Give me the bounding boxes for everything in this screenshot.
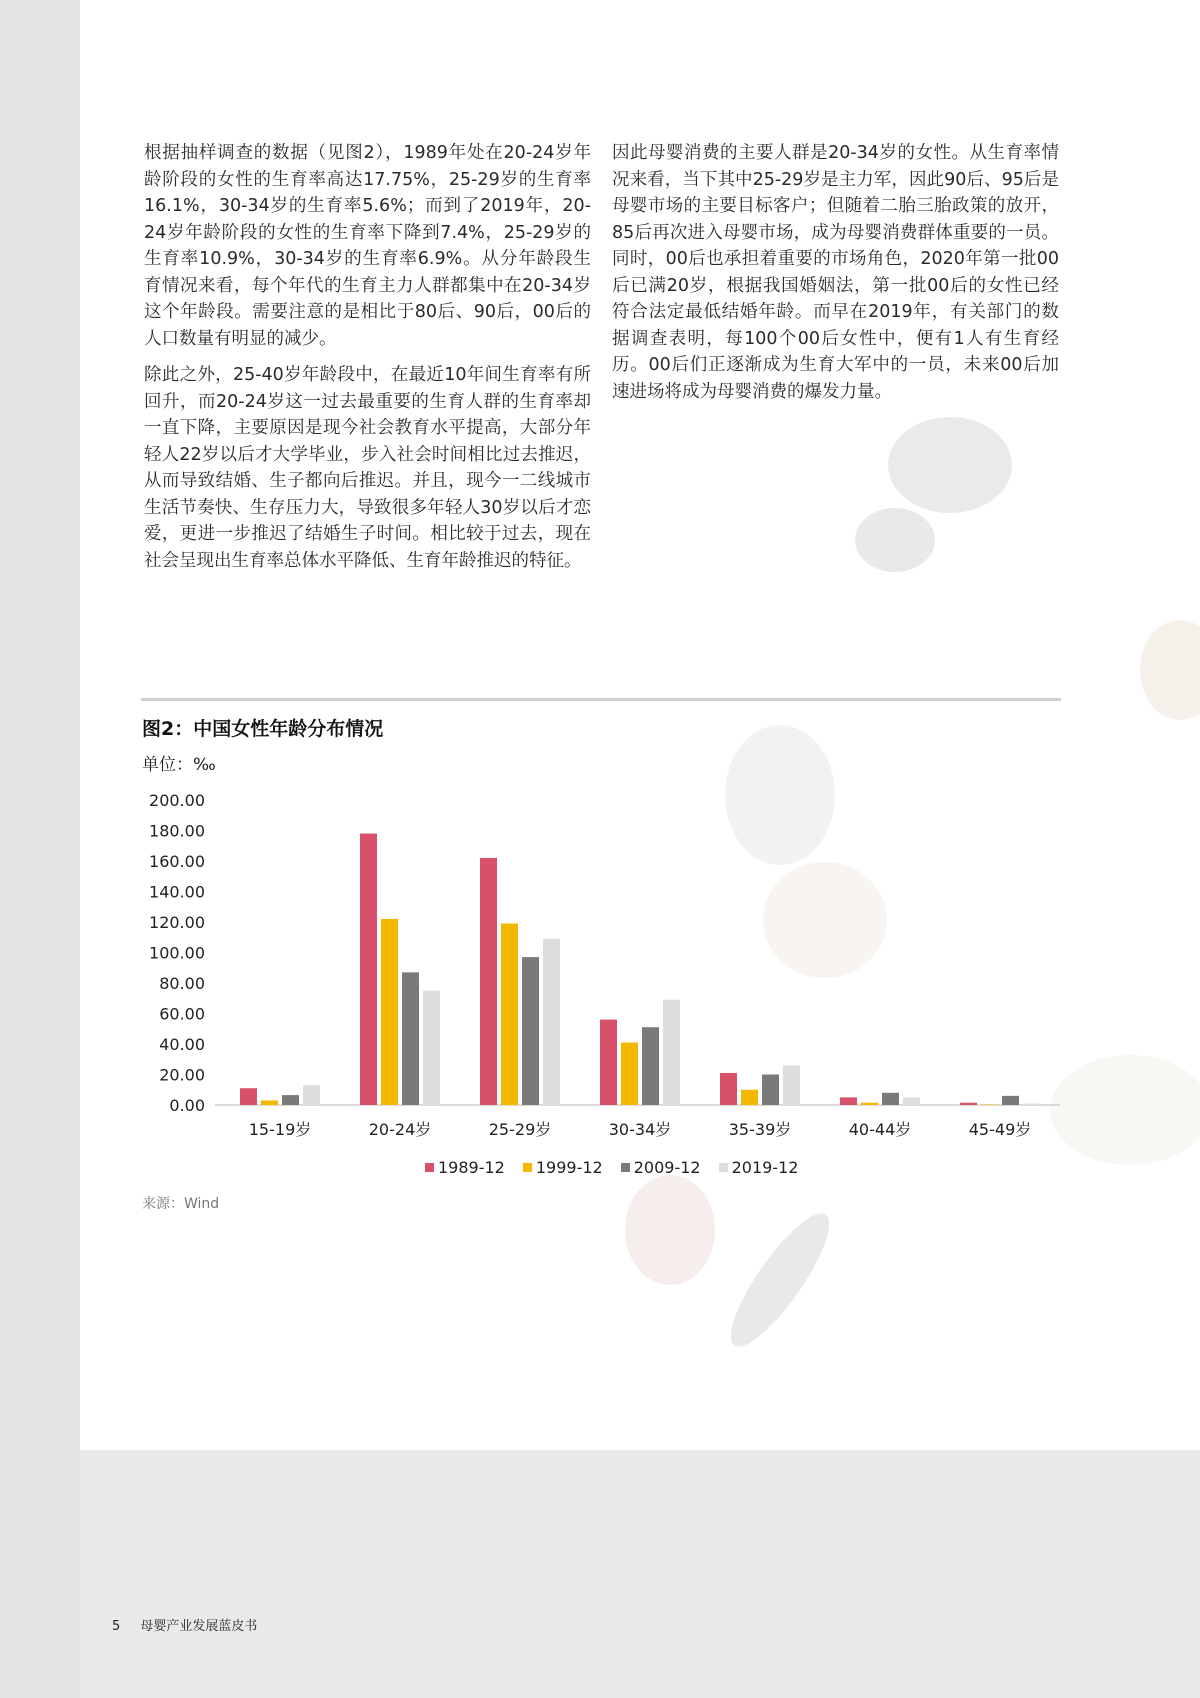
bar-2009-12 (762, 1075, 779, 1106)
x-tick-label: 15-19岁 (248, 1120, 312, 1139)
legend-label: 2019-12 (731, 1158, 799, 1177)
y-tick-label: 120.00 (149, 913, 205, 932)
bar-2009-12 (282, 1095, 299, 1105)
legend-swatch (425, 1163, 434, 1172)
page-number: 5 (112, 1619, 121, 1634)
y-tick-label: 20.00 (159, 1065, 205, 1085)
text-column-right (612, 140, 1059, 415)
y-tick-label: 140.00 (149, 882, 205, 902)
y-tick-label: 100.00 (149, 943, 205, 963)
text-column-left (144, 140, 591, 584)
x-tick-label: 35-39岁 (728, 1120, 792, 1139)
bar-2019-12 (903, 1097, 920, 1105)
y-tick-label: 160.00 (149, 852, 205, 871)
bar-2009-12 (642, 1027, 659, 1105)
bar-1999-12 (741, 1090, 758, 1105)
section-divider (141, 698, 1061, 701)
y-tick-label: 0.00 (169, 1096, 205, 1115)
background-strip (0, 0, 80, 1698)
bar-2009-12 (882, 1093, 899, 1105)
bar-1999-12 (261, 1100, 278, 1105)
legend-label: 1999-12 (535, 1158, 603, 1177)
bar-1999-12 (501, 924, 518, 1105)
legend-swatch (719, 1163, 728, 1172)
bar-2009-12 (522, 957, 539, 1105)
x-tick-label: 25-29岁 (488, 1120, 552, 1139)
bar-2019-12 (1023, 1103, 1040, 1105)
paragraph: 除此之外，25-40岁年龄段中，在最近10年间生育率有所回升，而20-24岁这一过去最重要的生育人群的生育率却一直下降，主要原因是现今社会教育水平提高，大部分年轻人22岁以后才大学毕业，步入社会时间相比过去推迟，从而导致结婚、生子都向后推迟。并且，现今一二线城市生活节奏快、生存压力大，导致很多年轻人30岁以后才恋爱，更进一步推迟了结婚生子时间。相比较于过去，现在社会呈现出生育率总体水平降低、生育年龄推迟的特征。 (144, 365, 591, 571)
figure-unit: 单位：‰ (142, 755, 216, 775)
bar-1999-12 (621, 1042, 638, 1105)
legend-label: 2009-12 (633, 1158, 701, 1177)
bar-1989-12 (600, 1020, 617, 1105)
bar-2019-12 (663, 1000, 680, 1105)
paragraph: 因此母婴消费的主要人群是20-34岁的女性。从生育率情况来看，当下其中25-29岁是主力军，因此90后、95后是母婴市场的主要目标客户；但随着二胎三胎政策的放开，85后再次进入母婴市场，成为母婴消费群体重要的一员。同时，00后也承担着重要的市场角色，2020年第一批00后已满20岁，根据我国婚姻法，第一批00后的女性已经符合法定最低结婚年龄。而早在2019年，有关部门的数据调查表明，每100个00后女性中，便有1人有生育经历。00后们正逐渐成为生育大军中的一员，未来00后加速进场将成为母婴消费的爆发力量。 (612, 143, 1059, 402)
figure-title: 图2：中国女性年龄分布情况 (142, 718, 384, 740)
bar-1989-12 (240, 1088, 257, 1105)
doc-title: 母婴产业发展蓝皮书 (140, 1619, 258, 1634)
bar-2019-12 (303, 1085, 320, 1105)
bar-2009-12 (402, 972, 419, 1105)
bar-2009-12 (1002, 1096, 1019, 1105)
bar-2019-12 (423, 991, 440, 1105)
legend-swatch (621, 1163, 630, 1172)
y-tick-label: 180.00 (149, 821, 205, 841)
bar-chart (140, 780, 1070, 1150)
x-tick-label: 45-49岁 (968, 1120, 1032, 1139)
y-tick-label: 80.00 (159, 974, 205, 993)
legend-item (425, 1158, 505, 1177)
x-tick-label: 40-44岁 (848, 1120, 912, 1139)
legend-item (523, 1158, 603, 1177)
x-tick-label: 20-24岁 (368, 1120, 432, 1139)
x-tick-label: 30-34岁 (608, 1120, 672, 1139)
bar-1989-12 (960, 1103, 977, 1105)
page-footer (112, 1615, 273, 1634)
bar-1989-12 (840, 1097, 857, 1105)
legend-swatch (523, 1163, 532, 1172)
bar-2019-12 (543, 939, 560, 1105)
bar-2019-12 (783, 1065, 800, 1105)
y-tick-label: 200.00 (149, 791, 205, 810)
chart-legend (425, 1158, 798, 1177)
bar-1989-12 (720, 1073, 737, 1105)
legend-label: 1989-12 (438, 1158, 505, 1177)
figure-source: 来源：Wind (142, 1196, 220, 1212)
bar-1999-12 (381, 919, 398, 1105)
bar-1999-12 (861, 1103, 878, 1105)
paragraph: 根据抽样调查的数据（见图2），1989年处在20-24岁年龄阶段的女性的生育率高达17.75%，25-29岁的生育率16.1%，30-34岁的生育率5.6%；而到了2019年，20-24岁年龄阶段的女性的生育率下降到7.4%，25-29岁的生育率10.9%，30-34岁的生育率6.9%。从分年龄段生育情况来看，每个年代的生育主力人群都集中在20-34岁这个年龄段。需要注意的是相比于80后、90后，00后的人口数量有明显的减少。 (144, 143, 591, 349)
bar-1989-12 (480, 858, 497, 1105)
legend-item (719, 1158, 799, 1177)
bar-1989-12 (360, 834, 377, 1105)
y-tick-label: 40.00 (159, 1035, 205, 1054)
legend-item (621, 1158, 701, 1177)
y-tick-label: 60.00 (159, 1004, 205, 1024)
